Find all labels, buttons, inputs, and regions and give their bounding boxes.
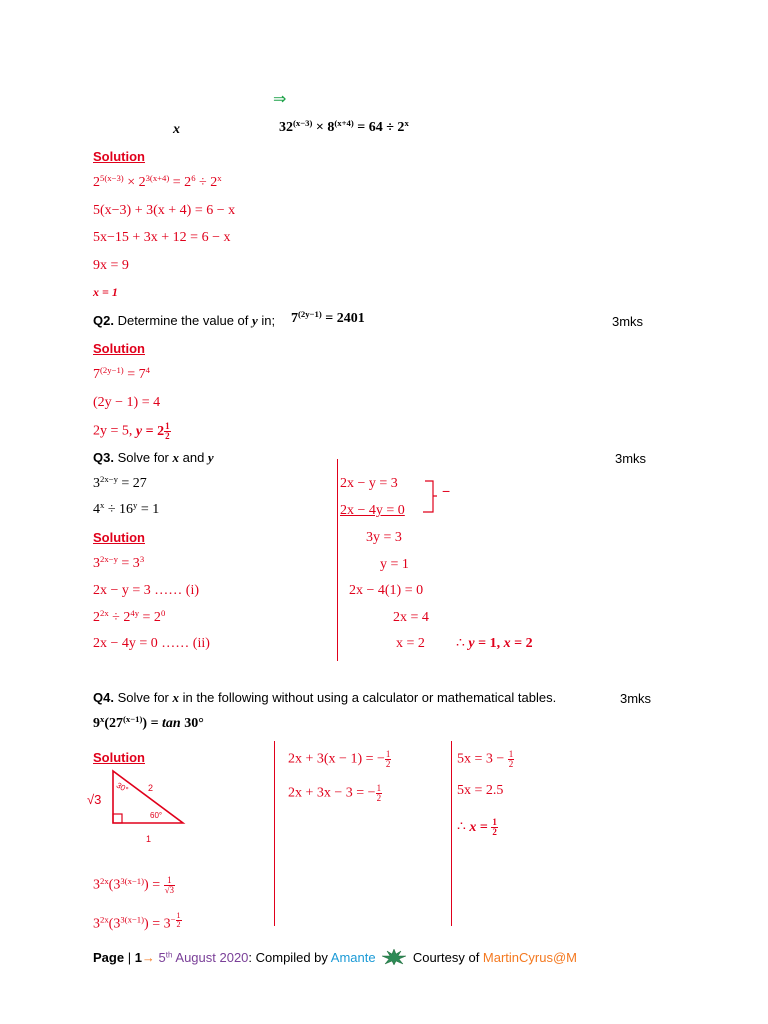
q4-equation: $9^x(27^{(x-1)}) = \tan 30^\circ$ bbox=[93, 714, 204, 731]
q4-column3-line-1: 5x = 3 − $\frac{1}{2}$ bbox=[457, 749, 514, 769]
q4-column3-line-3: ∴ x = $\frac{1}{2}$ bbox=[457, 817, 497, 837]
footer-compiled-text: : Compiled by bbox=[248, 950, 331, 965]
q3-right-line7: x = 2 bbox=[396, 636, 425, 651]
footer-date-month-year: August 2020 bbox=[172, 950, 249, 965]
q4-column3-line-2: 5x = 2.5 bbox=[457, 783, 504, 798]
q2-solution-line-2: (2y − 1) = 4 bbox=[93, 395, 161, 410]
q4-divider-2 bbox=[451, 741, 452, 926]
q3-solution-line-2: 2x − y = 3 …… (i) bbox=[93, 583, 200, 598]
footer bbox=[93, 949, 577, 965]
q3-divider bbox=[337, 459, 338, 661]
q3-var2: y bbox=[207, 450, 214, 465]
q4-column2-line-2: 2x + 3x − 3 = − $\frac{1}{2}$ bbox=[288, 783, 382, 803]
q3-text: Solve for bbox=[113, 450, 173, 465]
q2-marks: 3mks bbox=[612, 314, 644, 329]
q1-solution-line-1: $2^{5(x-3)} \times 2^{3(x+4)} = 2^6 \div 2^x$ bbox=[93, 173, 222, 190]
q2-text: Determine the value of bbox=[113, 313, 252, 328]
q3-solution-line-1: $3^{2x-y} = 3^3$ bbox=[93, 554, 145, 571]
solution-label: Solution bbox=[93, 750, 145, 765]
q4-text: Solve for bbox=[113, 690, 173, 705]
q3-question bbox=[93, 451, 214, 464]
q3-right-line5: 2x − 4(1) = 0 bbox=[349, 583, 424, 598]
footer-courtesy-text: Courtesy of bbox=[409, 950, 483, 965]
q2-solution-line-3: 2y = 5, y = 2 $\frac{1}{2}$ bbox=[93, 421, 170, 441]
triangle-side-left: √3 bbox=[87, 792, 102, 807]
q4-text2: in the following without using a calculator or mathematical tables. bbox=[179, 690, 557, 705]
footer-separator: | bbox=[124, 950, 135, 965]
q3-answer: ∴ y = 1, x = 2 bbox=[456, 636, 533, 651]
triangle-angle-right: 60° bbox=[150, 811, 163, 820]
q3-marks: 3mks bbox=[615, 451, 647, 466]
q4-question bbox=[93, 691, 556, 704]
footer-arrow: → bbox=[141, 950, 159, 965]
footer-author: Amante bbox=[330, 950, 376, 965]
q1-equation: $32^{(x-3)} \times 8^{(x+4)} = 64 \div 2^x$ bbox=[279, 118, 409, 135]
q3-solution-line-3: $2^{2x} \div 2^{4y} = 2^0$ bbox=[93, 608, 166, 625]
starburst-icon bbox=[381, 949, 407, 965]
q1-solution-line-2: 5(x−3) + 3(x + 4) = 6 − x bbox=[93, 203, 236, 218]
q4-column1-line-1: $3^{2x}(3^{3(x-1)})$ = $\frac{1}{√3}$ bbox=[93, 875, 175, 895]
q3-equation-2: $4^x \div 16^y = 1$ bbox=[93, 500, 160, 517]
q2-text2: in; bbox=[257, 313, 276, 328]
q3-number: Q3. bbox=[93, 450, 114, 465]
solution-label: Solution bbox=[93, 149, 145, 164]
q3-right-line3: 3y = 3 bbox=[366, 530, 402, 545]
arrow-icon: ⇒ bbox=[273, 91, 287, 108]
footer-page-number: 1 bbox=[134, 950, 142, 965]
q3-right-line4: y = 1 bbox=[380, 557, 409, 572]
q4-column2-line-1: 2x + 3(x − 1) = − $\frac{1}{2}$ bbox=[288, 749, 391, 769]
q4-divider-1 bbox=[274, 741, 275, 926]
q3-minus-sign: − bbox=[442, 483, 451, 499]
q3-and: and bbox=[179, 450, 208, 465]
q2-number: Q2. bbox=[93, 313, 114, 328]
q3-right-line6: 2x = 4 bbox=[393, 610, 429, 625]
footer-source: MartinCyrus@M bbox=[482, 950, 578, 965]
q3-var1: x bbox=[172, 450, 179, 465]
q2-variable: y bbox=[252, 313, 258, 328]
q1-solution-line-3: 5x−15 + 3x + 12 = 6 − x bbox=[93, 230, 231, 245]
q3-right-line1: 2x − y = 3 bbox=[340, 476, 398, 491]
triangle-diagram bbox=[85, 765, 195, 845]
footer-date-day: 5 bbox=[158, 950, 166, 965]
footer-date-suffix: th bbox=[165, 950, 173, 960]
right-angle-marker bbox=[113, 814, 122, 823]
triangle-angle-top: 30° bbox=[114, 780, 130, 795]
q3-right-line2: 2x − 4y = 0 bbox=[340, 503, 405, 518]
q2-solution-line-1: $7^{(2y-1)} = 7^4$ bbox=[93, 365, 150, 382]
q4-marks: 3mks bbox=[620, 691, 652, 706]
q1-solution-line-4: 9x = 9 bbox=[93, 258, 129, 273]
q4-variable: x bbox=[172, 690, 179, 705]
q2-question bbox=[93, 314, 275, 327]
footer-page-label: Page bbox=[93, 950, 125, 965]
q2-equation: $7^{(2y-1)} = 2401$ bbox=[291, 309, 365, 326]
solution-label: Solution bbox=[93, 530, 145, 545]
triangle-side-hypotenuse: 2 bbox=[148, 783, 154, 793]
q1-variable: x bbox=[173, 122, 180, 137]
q4-column1-line-2: $3^{2x}(3^{3(x-1)}) = 3^{- \frac{1}{2}}$ bbox=[93, 911, 181, 932]
triangle-shape bbox=[113, 771, 183, 823]
q4-number: Q4. bbox=[93, 690, 114, 705]
q3-solution-line-4: 2x − 4y = 0 …… (ii) bbox=[93, 636, 210, 651]
q1-solution-line-5: x = 1 bbox=[93, 285, 118, 299]
q3-equation-1: $3^{2x-y} = 27$ bbox=[93, 474, 147, 491]
triangle-side-bottom: 1 bbox=[146, 834, 152, 844]
solution-label: Solution bbox=[93, 341, 145, 356]
